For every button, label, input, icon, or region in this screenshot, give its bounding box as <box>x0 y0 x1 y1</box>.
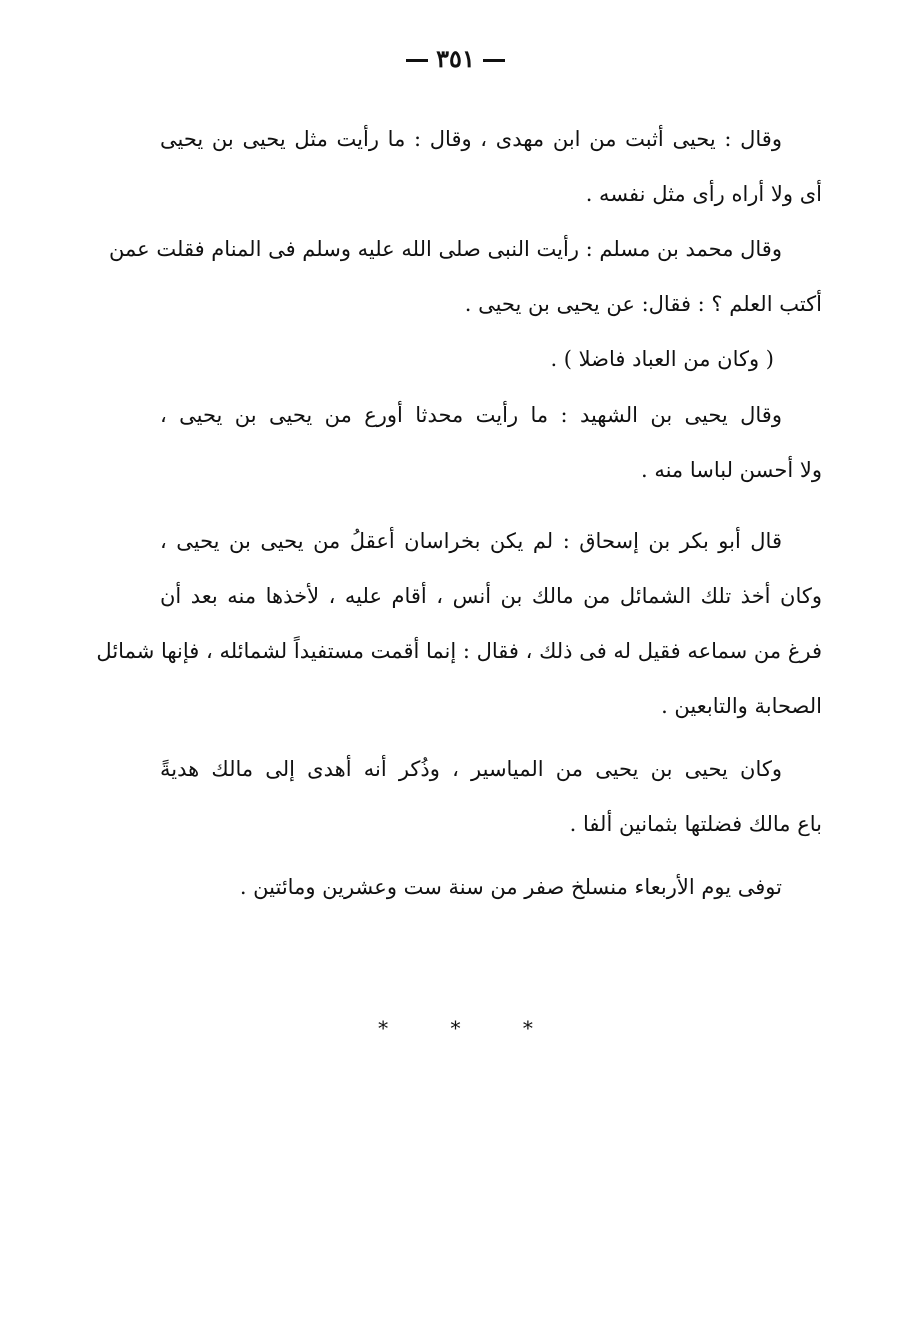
paragraph-line: وقال محمد بن مسلم : رأيت النبى صلى الله عليه وسلم فى المنام فقلت عمن <box>109 237 782 261</box>
paragraph-line: أى ولا أراه رأى مثل نفسه . <box>585 182 822 206</box>
paragraph-line: توفى يوم الأربعاء منسلخ صفر من سنة ست وعشرين ومائتين . <box>239 875 782 899</box>
paragraph-line: فرغ من سماعه فقيل له فى ذلك ، فقال : إنما أقمت مستفيداً لشمائله ، فإنها شمائل <box>96 639 822 663</box>
page-number-text: ٣٥١ <box>436 44 475 73</box>
paragraph-5 <box>160 742 822 852</box>
paragraph-6 <box>160 860 822 915</box>
paragraph-3 <box>160 388 822 498</box>
paragraph-line: وكان أخذ تلك الشمائل من مالك بن أنس ، أقام عليه ، لأخذها منه بعد أن <box>160 584 822 608</box>
paragraph-line: وكان يحيى بن يحيى من المياسير ، وذُكر أنه أهدى إلى مالك هديةً <box>160 757 782 781</box>
page-number-dash-left <box>406 59 428 62</box>
paragraph-line: وقال : يحيى أثبت من ابن مهدى ، وقال : ما رأيت مثل يحيى بن يحيى <box>160 127 782 151</box>
paragraph-line: ولا أحسن لباسا منه . <box>640 458 822 482</box>
section-ornament: * * * <box>378 1016 561 1040</box>
paragraph-2 <box>109 222 822 387</box>
paragraph-line: الصحابة والتابعين . <box>661 694 822 718</box>
paragraph-line: أكتب العلم ؟ : فقال: عن يحيى بن يحيى . <box>464 292 822 316</box>
paragraph-line: ( وكان من العباد فاضلا ) . <box>550 347 774 371</box>
paragraph-line: قال أبو بكر بن إسحاق : لم يكن بخراسان أعقلُ من يحيى بن يحيى ، <box>160 529 782 553</box>
page-number <box>0 44 911 73</box>
paragraph-line: باع مالك فضلتها بثمانين ألفا . <box>569 812 822 836</box>
paragraph-4 <box>96 514 822 734</box>
paragraph-line: وقال يحيى بن الشهيد : ما رأيت محدثا أورع من يحيى بن يحيى ، <box>160 403 782 427</box>
page-number-dash-right <box>483 59 505 62</box>
paragraph-1 <box>160 112 822 222</box>
